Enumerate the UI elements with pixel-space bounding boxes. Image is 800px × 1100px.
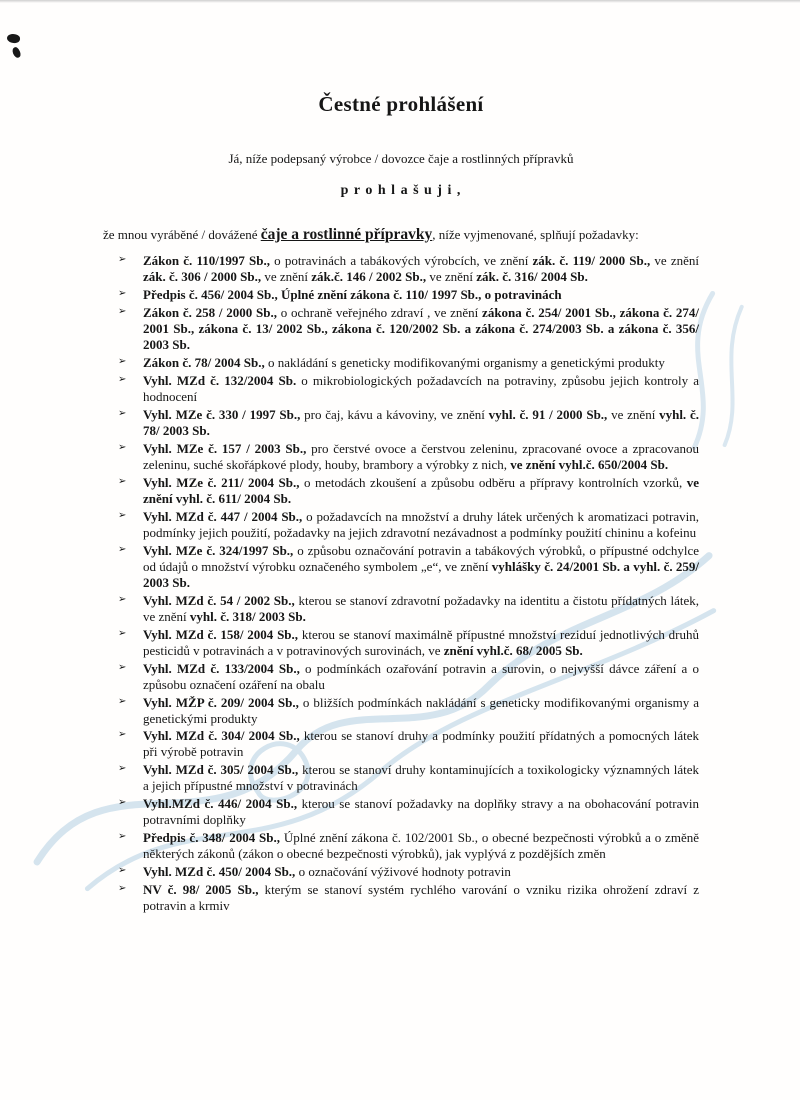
text-segment: Vyhl. MZd č. 54 / 2002 Sb., xyxy=(143,592,295,608)
regulation-item xyxy=(116,373,699,405)
text-segment: čaje a rostlinné přípravky xyxy=(260,226,433,243)
regulation-text xyxy=(143,509,699,540)
text-segment: Zákon č. 110/1997 Sb., xyxy=(143,252,270,268)
text-segment: Vyhl. MZd č. 304/ 2004 Sb., xyxy=(143,728,300,744)
regulation-text xyxy=(143,593,699,624)
text-segment: kterou se stanoví požadavky na doplňky stravy a na obohacování potravin potravními doplňky xyxy=(143,796,699,828)
regulation-item xyxy=(116,287,699,303)
text-segment: Vyhl. MZe č. 330 / 1997 Sb., xyxy=(143,406,301,422)
regulation-text xyxy=(143,728,699,759)
text-segment: kterou se stanoví druhy a podmínky použití přídatných a pomocných látek při výrobě potravin xyxy=(143,728,699,760)
text-segment: vyhl. č. 91 / 2000 Sb., xyxy=(488,406,608,422)
regulation-text xyxy=(143,882,699,913)
arrow-bullet-icon: ➢ xyxy=(118,543,127,555)
regulation-item xyxy=(116,305,699,353)
text-segment: o mikrobiologických požadavcích na potraviny, způsobu jejich kontroly a hodnocení xyxy=(143,372,699,404)
text-segment: Vyhl. MZd č. 305/ 2004 Sb., xyxy=(143,762,299,778)
document-content xyxy=(103,92,699,916)
text-segment: že mnou vyráběné / dovážené xyxy=(103,227,261,242)
regulation-text xyxy=(143,796,699,827)
regulation-item xyxy=(116,253,699,285)
regulation-text xyxy=(143,253,699,284)
text-segment: zák.č. 146 / 2002 Sb., xyxy=(311,268,427,284)
text-segment: Vyhl. MŽP č. 209/ 2004 Sb., xyxy=(143,694,299,710)
text-segment: zák. č. 119/ 2000 Sb., xyxy=(532,252,651,268)
regulation-item xyxy=(116,830,699,862)
text-segment: NV č. 98/ 2005 Sb., xyxy=(143,882,259,898)
arrow-bullet-icon: ➢ xyxy=(118,865,127,877)
regulation-item xyxy=(116,509,699,541)
arrow-bullet-icon: ➢ xyxy=(118,305,127,317)
regulation-text xyxy=(143,627,699,658)
text-segment: zák. č. 306 / 2000 Sb., xyxy=(143,268,262,284)
regulation-text xyxy=(143,695,699,726)
text-segment: o podmínkách ozařování potravin a surovin, o nejvyšší dávce záření a o způsobu označení ozáření na obalu xyxy=(143,660,699,692)
text-segment: Zákon č. 78/ 2004 Sb., xyxy=(143,354,265,370)
regulation-item xyxy=(116,695,699,727)
arrow-bullet-icon: ➢ xyxy=(118,407,127,419)
intro-line: Já, níže podepsaný výrobce / dovozce čaje a rostlinných přípravků xyxy=(228,151,574,166)
text-segment: Předpis č. 456/ 2004 Sb., Úplné znění zákona č. 110/ 1997 Sb., o potravinách xyxy=(143,286,562,302)
text-segment: o označování výživové hodnoty potravin xyxy=(295,864,511,880)
text-segment: pro čerstvé ovoce a čerstvou zeleninu, zpracované ovoce a zpracovanou zeleninu, suché skořápkové plody, houby, brambory a výrobky z nich, xyxy=(143,440,700,472)
declaration-word: p r o h l a š u j i , xyxy=(340,183,462,198)
arrow-bullet-icon: ➢ xyxy=(118,593,127,605)
regulation-text xyxy=(143,373,699,404)
text-segment: kterou se stanoví zdravotní požadavky na identitu a čistotu přídatných látek, ve znění xyxy=(143,592,699,624)
regulation-text xyxy=(143,355,665,370)
text-segment: kterým se stanoví systém rychlého varování o vzniku rizika ohrožení zdraví z potravin a krmiv xyxy=(143,882,699,914)
text-segment: pro čaj, kávu a kávoviny, ve znění xyxy=(300,406,489,422)
text-segment: o požadavcích na množství a druhy látek určených k aromatizaci potravin, podmínky jejich použití, požadavky na jejich zdravotní nezávadnost a podmínky použití chininu a kofeinu xyxy=(143,508,699,540)
lead-paragraph xyxy=(103,225,699,246)
regulation-item xyxy=(116,661,699,693)
arrow-bullet-icon: ➢ xyxy=(118,253,127,265)
regulation-text xyxy=(143,287,562,302)
text-segment: o způsobu označování potravin a tabákových výrobků, o přípustné odchylce od údajů o množství výrobku označeného symbolem „e“, ve znění xyxy=(143,542,700,574)
arrow-bullet-icon: ➢ xyxy=(118,287,127,299)
arrow-bullet-icon: ➢ xyxy=(118,763,127,775)
regulation-list xyxy=(103,253,699,914)
regulation-item xyxy=(116,882,699,914)
regulation-item xyxy=(116,864,699,880)
text-segment: zák. č. 316/ 2004 Sb. xyxy=(476,268,588,284)
text-segment: ve znění vyhl.č. 650/2004 Sb. xyxy=(510,456,669,472)
text-segment: Vyhl. MZd č. 447 / 2004 Sb., xyxy=(143,508,303,524)
text-segment: zákona č. 254/ 2001 Sb., zákona č. 274/ 2001 Sb., zákona č. 13/ 2002 Sb., zákona č. 120/2002 Sb. a zákona č. 274/2003 Sb. a zákona č. 356/ 2003 Sb. xyxy=(143,304,699,352)
text-segment: , níže vyjmenované, splňují požadavky: xyxy=(432,227,639,242)
text-segment: o nakládání s geneticky modifikovanými organismy a genetickými produkty xyxy=(264,354,665,370)
regulation-item xyxy=(116,796,699,828)
arrow-bullet-icon: ➢ xyxy=(118,661,127,673)
scan-artifact xyxy=(11,46,22,59)
text-segment: o ochraně veřejného zdraví , ve znění xyxy=(276,304,483,320)
regulation-item xyxy=(116,543,699,591)
scan-artifact xyxy=(6,32,21,44)
regulation-text xyxy=(143,475,699,506)
text-segment: o potravinách a tabákových výrobcích, ve znění xyxy=(270,252,533,268)
text-segment: Vyhl. MZe č. 324/1997 Sb., xyxy=(143,542,294,558)
regulation-item xyxy=(116,627,699,659)
text-segment: Předpis č. 348/ 2004 Sb., xyxy=(143,830,280,846)
regulation-item xyxy=(116,355,699,371)
regulation-text xyxy=(143,441,699,472)
text-segment: Vyhl. MZe č. 211/ 2004 Sb., xyxy=(143,474,300,490)
text-segment: Zákon č. 258 / 2000 Sb., xyxy=(143,304,277,320)
regulation-item xyxy=(116,475,699,507)
regulation-text xyxy=(143,661,699,692)
text-segment: Vyhl. MZe č. 157 / 2003 Sb., xyxy=(143,440,307,456)
regulation-text xyxy=(143,830,699,861)
regulation-text xyxy=(143,407,699,438)
text-segment: ve znění vyhl. č. 611/ 2004 Sb. xyxy=(143,474,699,506)
arrow-bullet-icon: ➢ xyxy=(118,355,127,367)
arrow-bullet-icon: ➢ xyxy=(118,475,127,487)
text-segment: kterou se stanoví maximálně přípustné množství reziduí jednotlivých druhů pesticidů v potravinách a v potravinových surovinách, ve xyxy=(143,626,699,658)
page-title: Čestné prohlášení xyxy=(318,92,484,116)
scan-edge-shadow xyxy=(0,0,800,3)
arrow-bullet-icon: ➢ xyxy=(118,729,127,741)
regulation-text xyxy=(143,543,699,590)
text-segment: Vyhl. MZd č. 450/ 2004 Sb., xyxy=(143,864,296,880)
arrow-bullet-icon: ➢ xyxy=(118,627,127,639)
arrow-bullet-icon: ➢ xyxy=(118,831,127,843)
regulation-text xyxy=(143,305,699,352)
arrow-bullet-icon: ➢ xyxy=(118,509,127,521)
text-segment: o bližších podmínkách nakládání s geneticky modifikovanými organismy a genetickými produkty xyxy=(143,694,699,726)
regulation-item xyxy=(116,593,699,625)
arrow-bullet-icon: ➢ xyxy=(118,441,127,453)
text-segment: o metodách zkoušení a způsobu odběru a přípravy kontrolních vzorků, xyxy=(299,474,687,490)
text-segment: Úplné znění zákona č. 102/2001 Sb., o obecné bezpečnosti výrobků a o změně některých zákonů (zákon o obecné bezpečnosti výrobků), jak vyplývá z pozdějších změn xyxy=(143,830,699,862)
text-segment: ve znění xyxy=(426,268,477,284)
text-segment: ve znění xyxy=(650,252,700,268)
text-segment: ve znění xyxy=(607,406,660,422)
regulation-item xyxy=(116,441,699,473)
regulation-item xyxy=(116,407,699,439)
arrow-bullet-icon: ➢ xyxy=(118,373,127,385)
regulation-text xyxy=(143,864,511,879)
text-segment: vyhlášky č. 24/2001 Sb. a vyhl. č. 259/ 2003 Sb. xyxy=(143,558,700,590)
text-segment: vyhl. č. 318/ 2003 Sb. xyxy=(189,608,306,624)
regulation-text xyxy=(143,762,699,793)
arrow-bullet-icon: ➢ xyxy=(118,883,127,895)
text-segment: Vyhl. MZd č. 132/2004 Sb. xyxy=(143,372,297,388)
arrow-bullet-icon: ➢ xyxy=(118,797,127,809)
text-segment: vyhl. č. 78/ 2003 Sb. xyxy=(143,406,699,438)
regulation-item xyxy=(116,728,699,760)
text-segment: Vyhl. MZd č. 158/ 2004 Sb., xyxy=(143,626,299,642)
text-segment: ve znění xyxy=(261,268,312,284)
text-segment: Vyhl. MZd č. 133/2004 Sb., xyxy=(143,660,300,676)
text-segment: Vyhl.MZd č. 446/ 2004 Sb., xyxy=(143,796,298,812)
text-segment: znění vyhl.č. 68/ 2005 Sb. xyxy=(443,642,583,658)
regulation-item xyxy=(116,762,699,794)
arrow-bullet-icon: ➢ xyxy=(118,695,127,707)
text-segment: kterou se stanoví druhy kontaminujících a toxikologicky významných látek a jejich přípustné množství v potravinách xyxy=(143,762,699,794)
